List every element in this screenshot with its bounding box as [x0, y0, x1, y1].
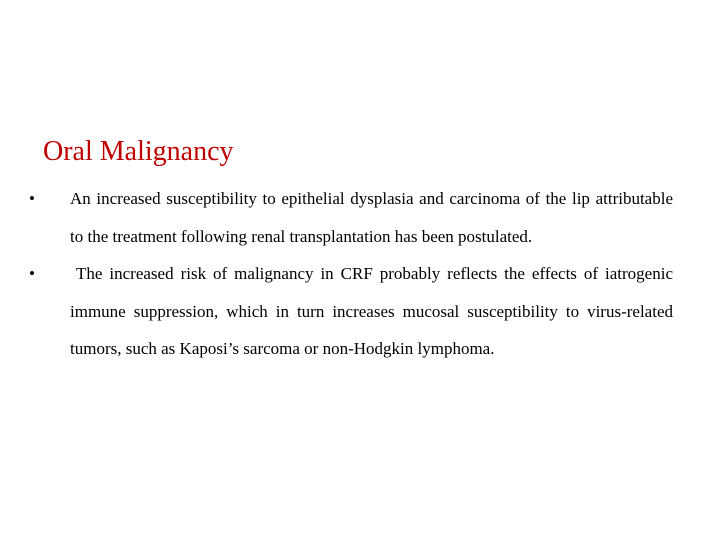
bullet-item	[0, 180, 720, 255]
bullet-text: The increased risk of malignancy in CRF probably reflects the effects of iatrogenic immune suppression, which in turn increases mucosal susceptibility to virus-related tumors, such as Kaposi’s sarcoma or non-Hodgkin lymphoma.	[70, 264, 673, 358]
bullet-icon: •	[29, 264, 35, 283]
slide-title: Oral Malignancy	[43, 136, 234, 167]
bullet-icon: •	[29, 189, 35, 208]
bullet-text: An increased susceptibility to epithelial dysplasia and carcinoma of the lip attributable to the treatment following renal transplantation has been postulated.	[70, 189, 673, 246]
bullet-item	[0, 255, 720, 368]
bullet-list	[0, 180, 720, 368]
